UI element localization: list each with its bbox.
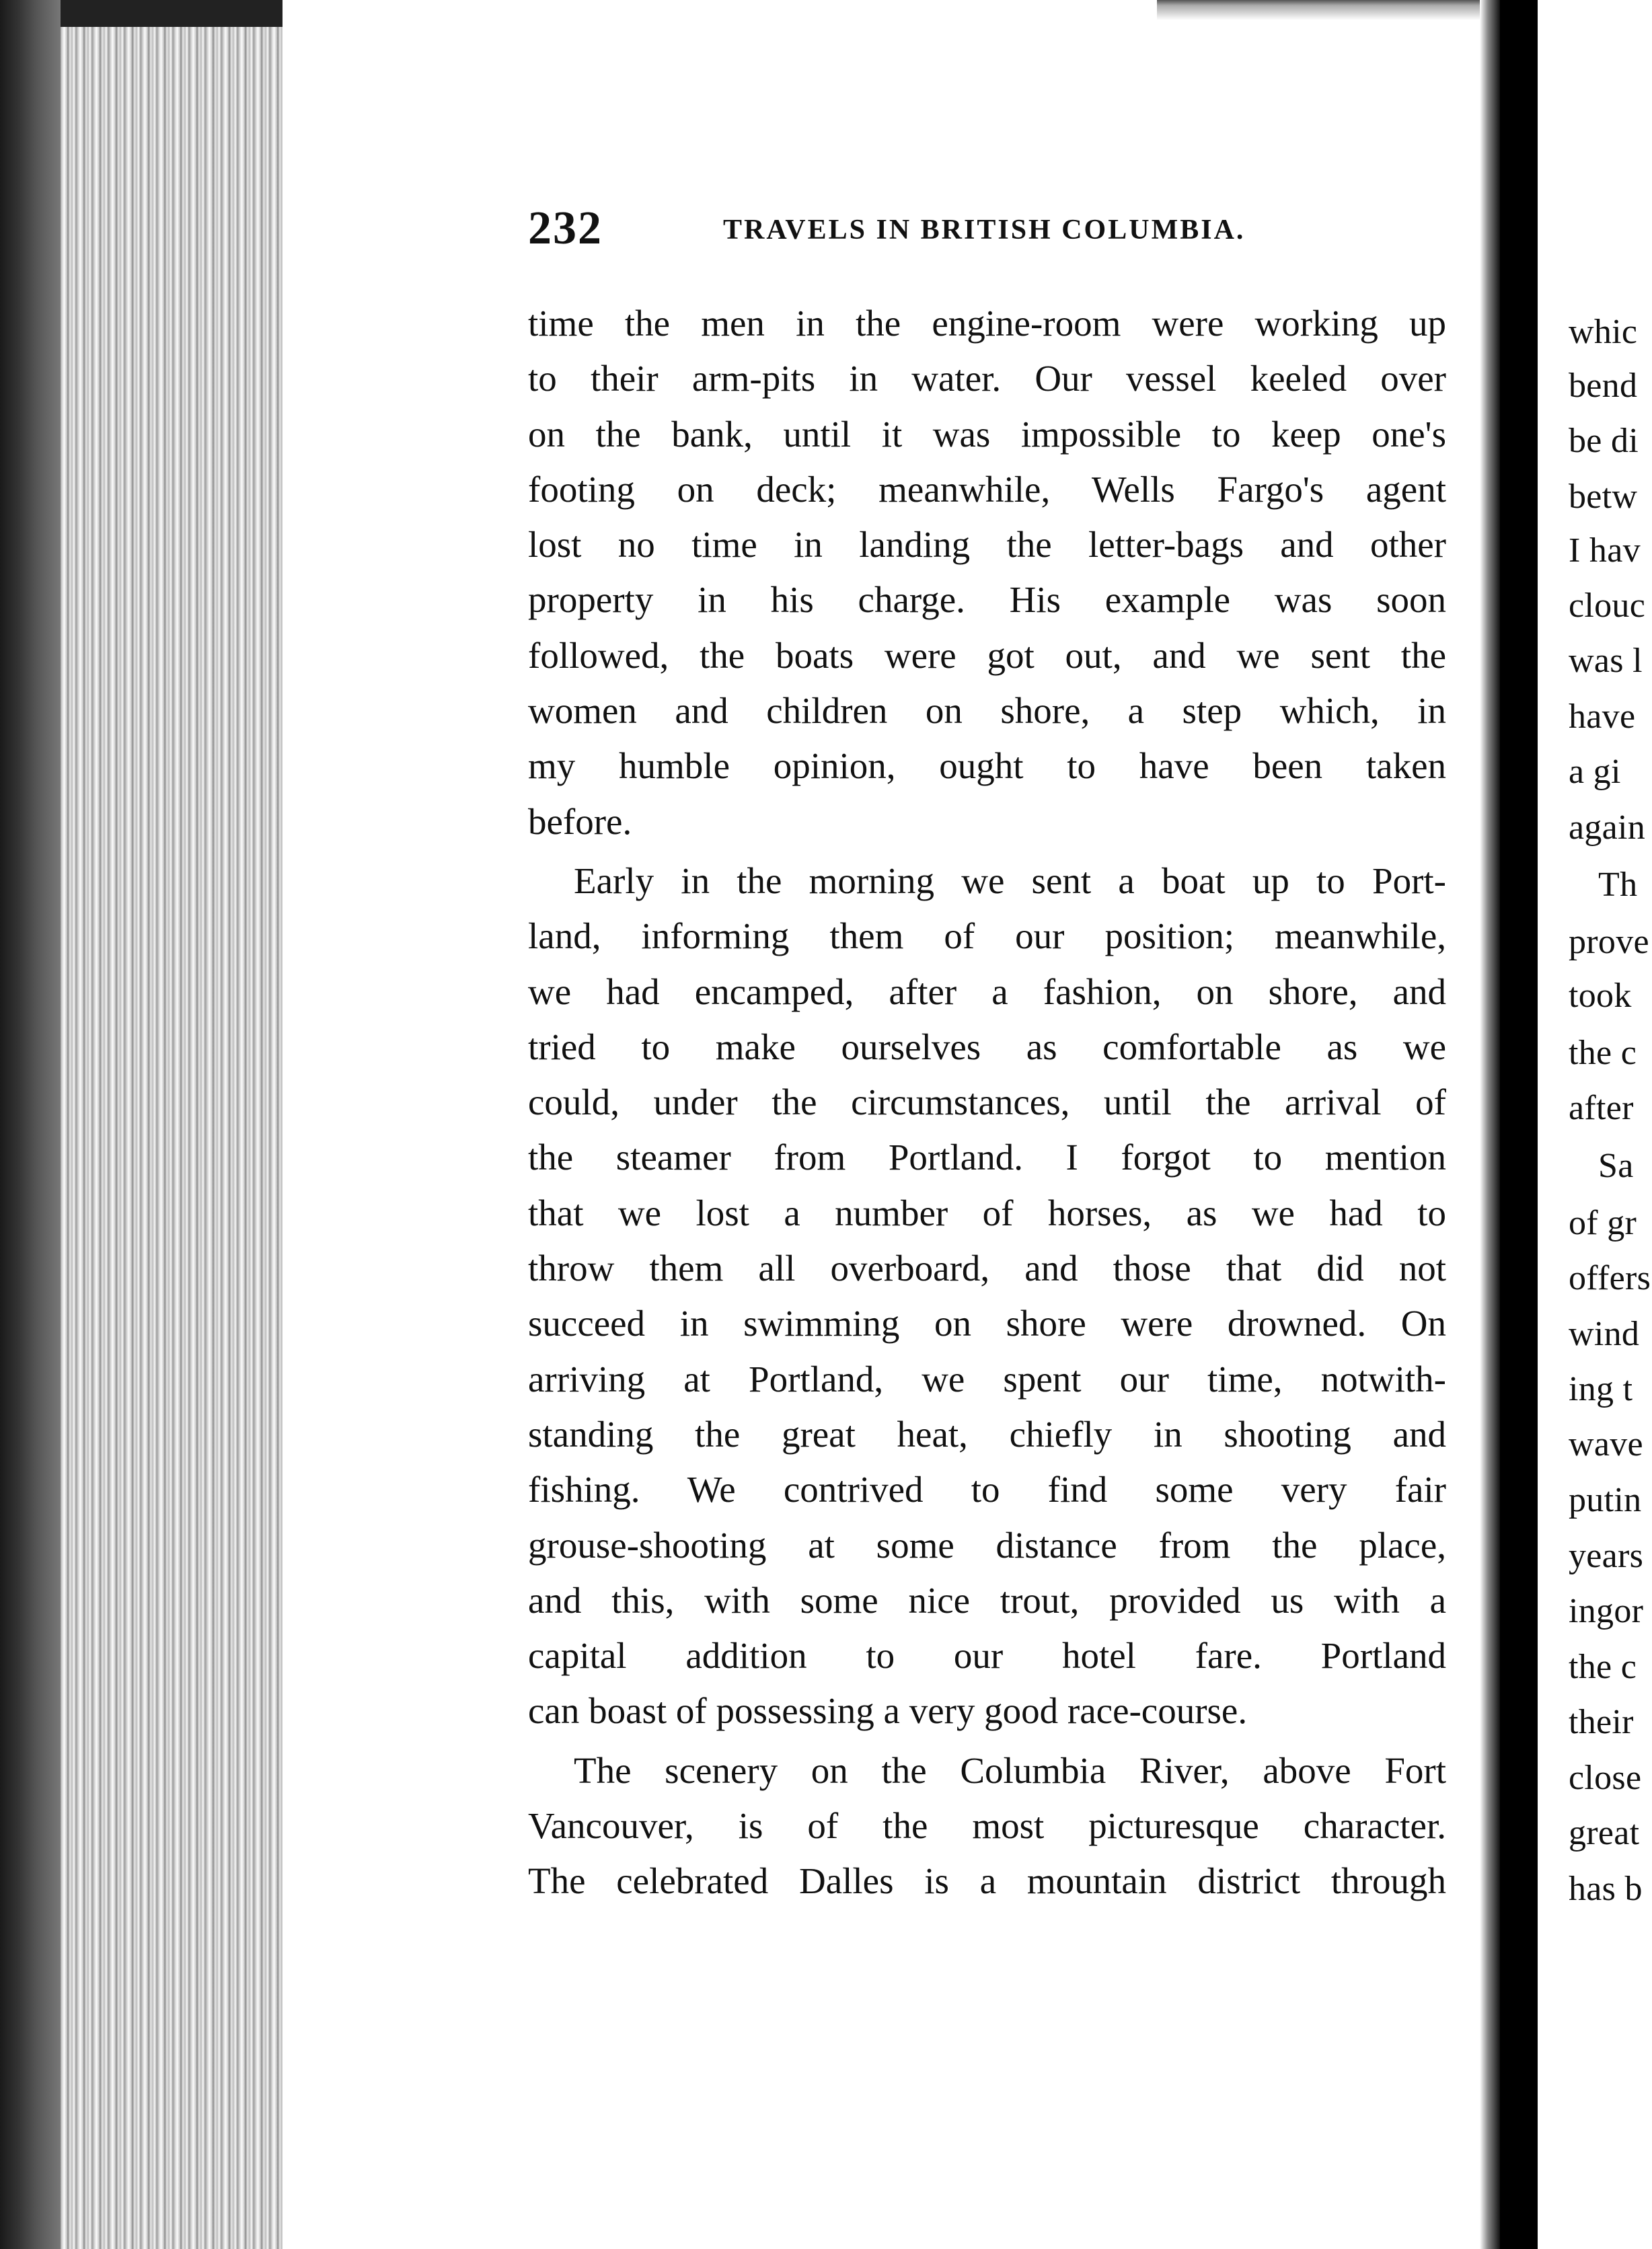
text-line: land, informing them of our position; meanwhile,	[528, 915, 1446, 957]
facing-page-line: great	[1569, 1814, 1640, 1852]
facing-page-line: a gi	[1569, 753, 1621, 791]
facing-page-line: have	[1569, 697, 1636, 736]
facing-page-line: of gr	[1569, 1204, 1637, 1242]
text-line: property in his charge. His example was soon	[528, 579, 1446, 621]
facing-page-line: took	[1569, 977, 1632, 1015]
paragraph	[528, 853, 1446, 1739]
book-top-edge	[61, 0, 283, 27]
text-line: on the bank, until it was impossible to keep one's	[528, 413, 1446, 455]
text-line: succeed in swimming on shore were drowned. On	[528, 1303, 1446, 1344]
text-line: time the men in the engine-room were working up	[528, 303, 1446, 344]
text-line: women and children on shore, a step which, in	[528, 690, 1446, 732]
facing-page-line: I hav	[1569, 531, 1641, 570]
facing-page-line: again	[1569, 808, 1646, 847]
facing-page-line: be di	[1569, 422, 1639, 460]
text-line: can boast of possessing a very good race-course.	[528, 1690, 1248, 1732]
text-line: to their arm-pits in water. Our vessel keeled over	[528, 358, 1446, 399]
facing-page-line: after	[1569, 1089, 1634, 1127]
text-line: that we lost a number of horses, as we had to	[528, 1192, 1446, 1233]
gutter-shadow	[1480, 0, 1500, 2249]
running-head: TRAVELS IN BRITISH COLUMBIA.	[723, 215, 1246, 245]
facing-page-line: was l	[1569, 642, 1643, 680]
facing-page-line: wind	[1569, 1315, 1640, 1353]
facing-page-line: the c	[1569, 1034, 1637, 1072]
facing-page-line: ingor	[1569, 1592, 1644, 1630]
page-number: 232	[528, 202, 603, 254]
text-line: my humble opinion, ought to have been taken	[528, 745, 1446, 787]
facing-page-line: the c	[1569, 1648, 1637, 1686]
facing-page-line: bend	[1569, 367, 1638, 405]
text-line: tried to make ourselves as comfortable as we	[528, 1026, 1446, 1067]
facing-page-line: wave	[1569, 1425, 1643, 1463]
facing-page	[1538, 0, 1652, 2249]
text-line: Vancouver, is of the most picturesque character.	[528, 1805, 1446, 1847]
text-line: capital addition to our hotel fare. Portland	[528, 1635, 1446, 1677]
facing-page-line: putin	[1569, 1481, 1642, 1519]
text-line: The celebrated Dalles is a mountain district through	[528, 1860, 1446, 1902]
paragraph	[528, 296, 1446, 849]
text-line: throw them all overboard, and those that did not	[528, 1248, 1446, 1289]
text-line: we had encamped, after a fashion, on shore, and	[528, 970, 1446, 1012]
body-text	[528, 296, 1446, 1909]
paragraph	[528, 1743, 1446, 1909]
facing-page-line: Th	[1598, 866, 1638, 904]
text-line: The scenery on the Columbia River, above Fort	[574, 1749, 1446, 1791]
facing-page-line: offers	[1569, 1259, 1651, 1297]
book-gutter	[1500, 0, 1538, 2249]
facing-page-line: clouc	[1569, 586, 1646, 625]
facing-page-line: whic	[1569, 313, 1638, 351]
facing-page-line: has b	[1569, 1870, 1643, 1908]
book-spine-shadow	[0, 0, 61, 2249]
text-line: could, under the circumstances, until the arrival of	[528, 1081, 1446, 1123]
text-line: grouse-shooting at some distance from the place,	[528, 1524, 1446, 1566]
facing-page-line: their	[1569, 1703, 1634, 1741]
text-line: followed, the boats were got out, and we sent the	[528, 634, 1446, 676]
facing-page-line: prove	[1569, 923, 1649, 961]
facing-page-line: Sa	[1598, 1147, 1634, 1185]
text-line: arriving at Portland, we spent our time, notwith-	[528, 1358, 1446, 1400]
text-line: standing the great heat, chiefly in shooting and	[528, 1413, 1446, 1455]
text-line: lost no time in landing the letter-bags and other	[528, 524, 1446, 566]
facing-page-line: betw	[1569, 478, 1638, 516]
facing-page-line: close	[1569, 1759, 1642, 1797]
text-line: the steamer from Portland. I forgot to mention	[528, 1137, 1446, 1178]
text-line: footing on deck; meanwhile, Wells Fargo's agent	[528, 468, 1446, 510]
text-line: and this, with some nice trout, provided us with a	[528, 1579, 1446, 1621]
text-line: Early in the morning we sent a boat up to Port-	[574, 860, 1446, 901]
facing-page-line: years	[1569, 1537, 1644, 1575]
text-line: fishing. We contrived to find some very fair	[528, 1469, 1446, 1511]
text-line: before.	[528, 800, 632, 842]
facing-page-line: ing t	[1569, 1370, 1633, 1408]
